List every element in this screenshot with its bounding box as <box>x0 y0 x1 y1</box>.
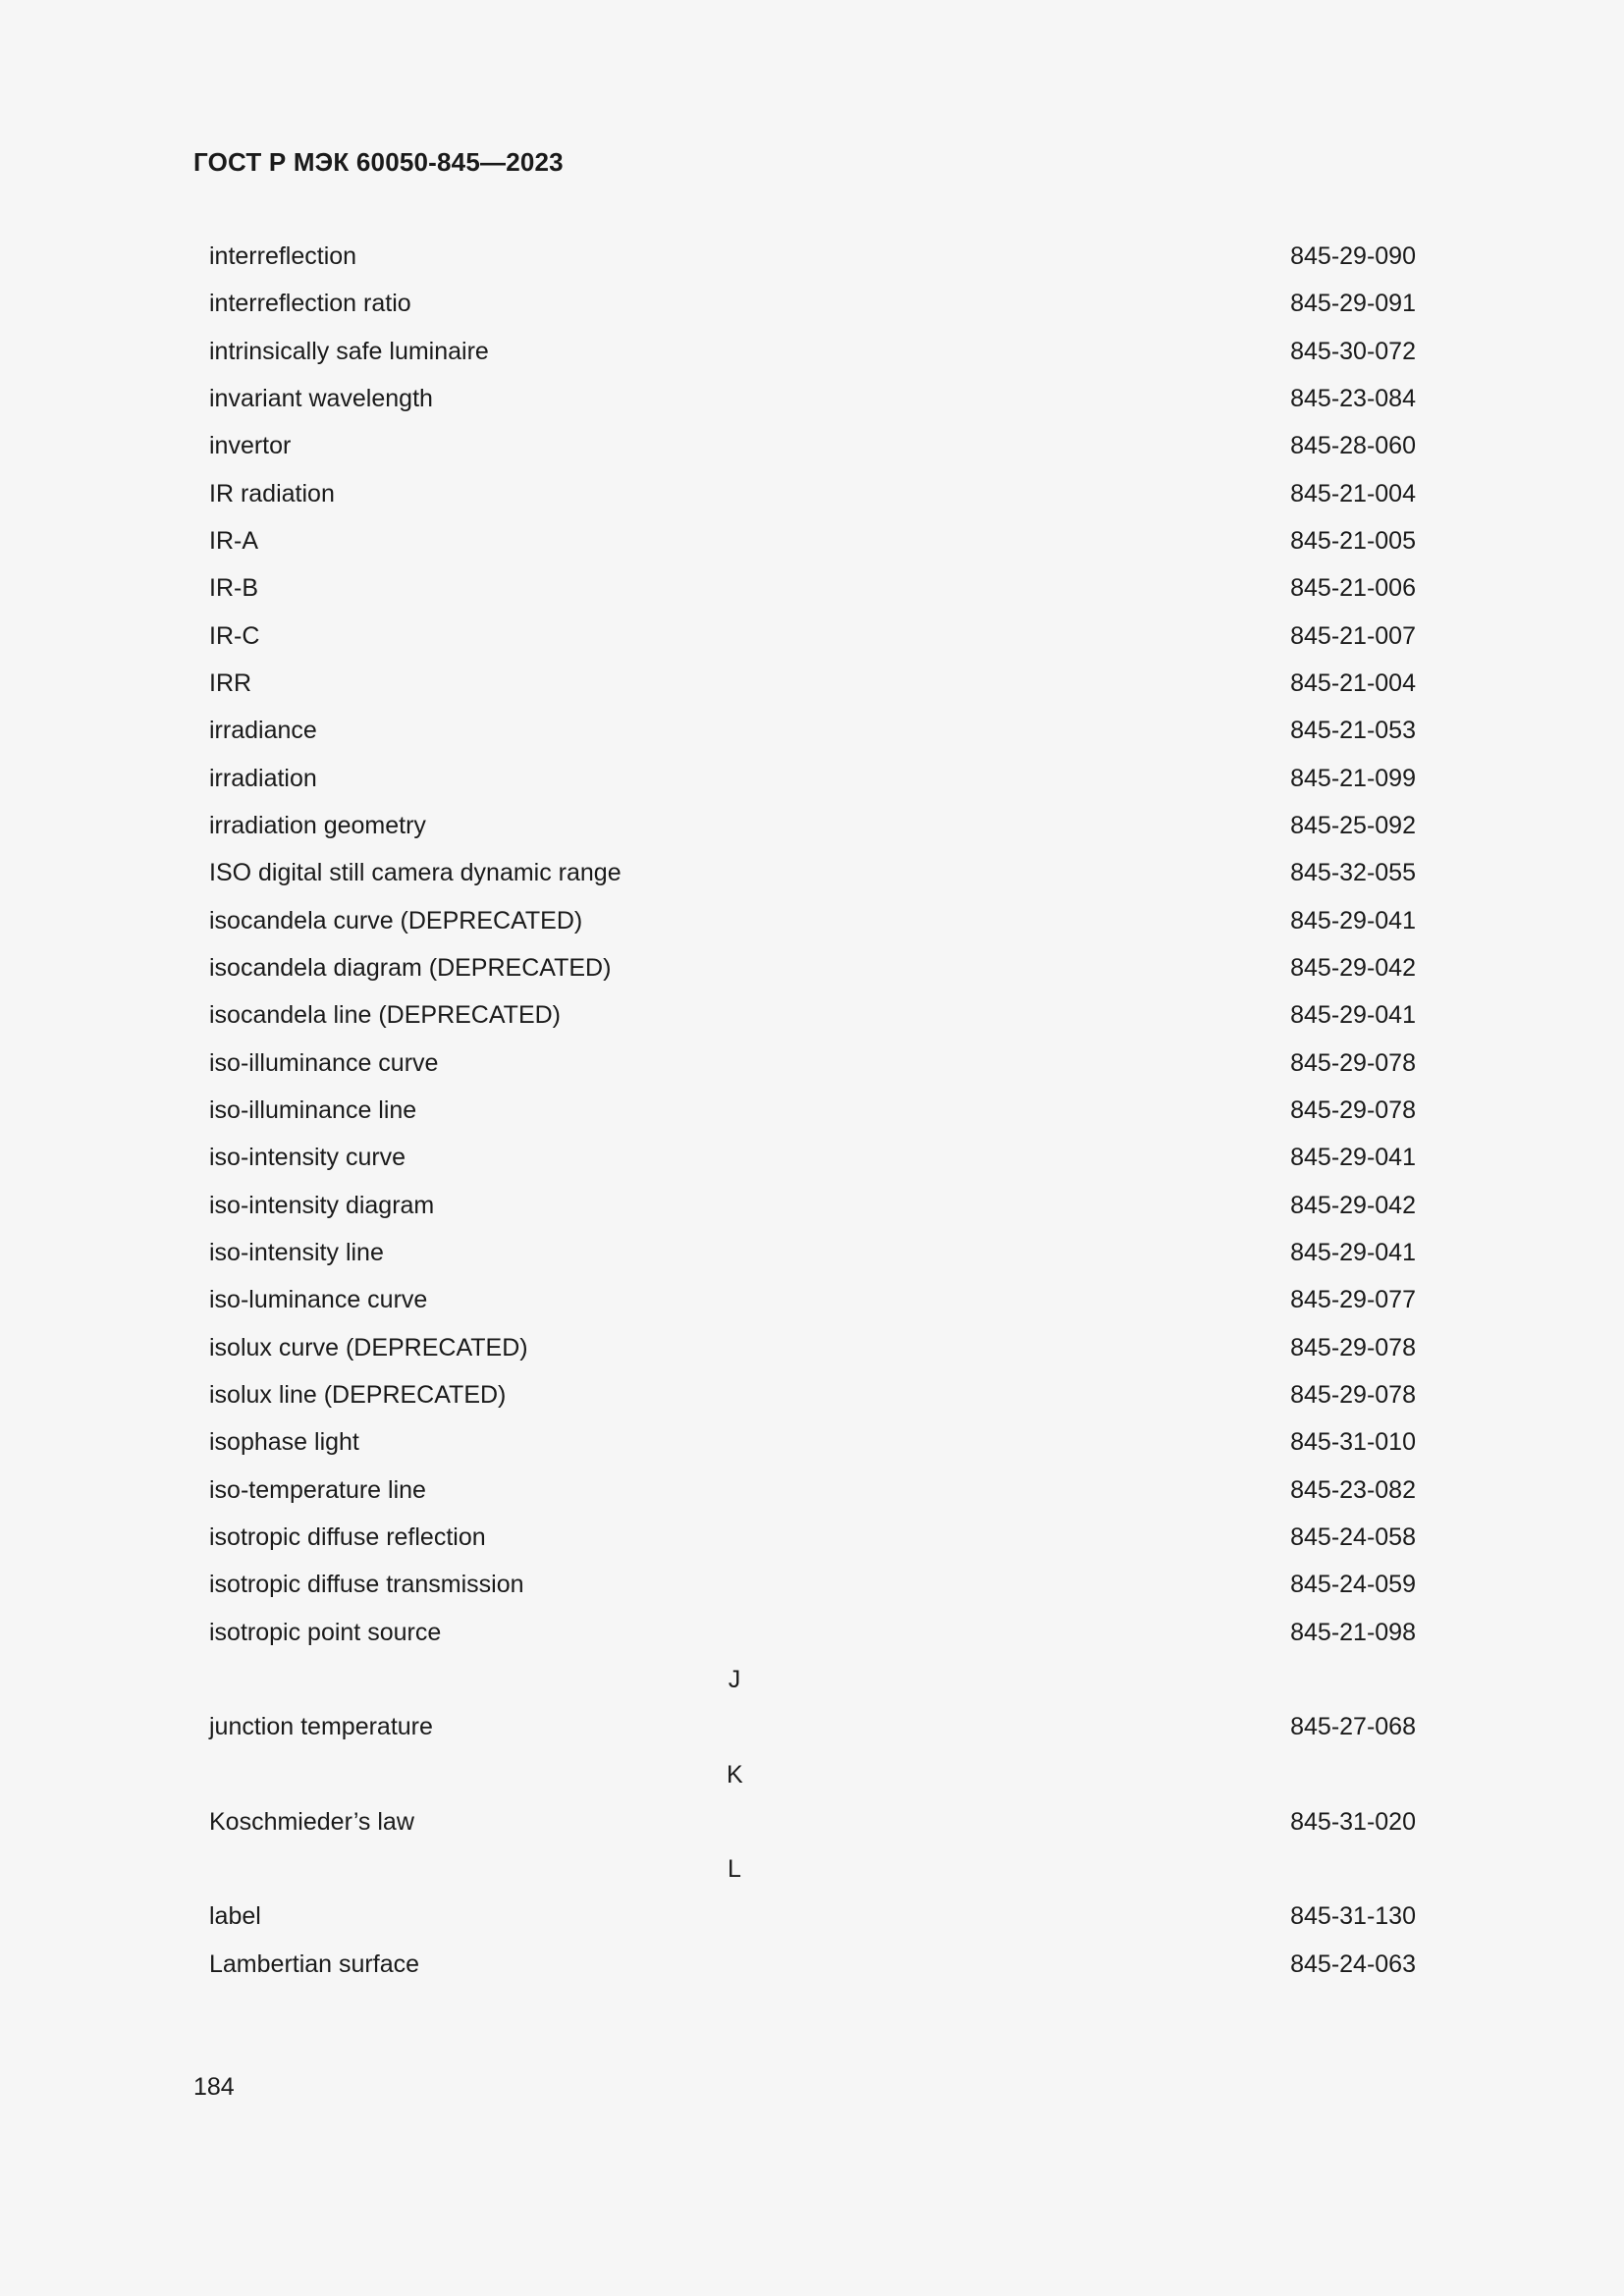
entry-code: 845-31-020 <box>1290 1807 1416 1836</box>
entry-code: 845-32-055 <box>1290 859 1416 887</box>
entry-term: IR radiation <box>209 479 335 507</box>
entry-term: Lambertian surface <box>209 1949 420 1978</box>
entry-term: intrinsically safe luminaire <box>209 337 489 365</box>
index-entry <box>193 1609 1419 1656</box>
index-entry <box>193 233 1419 280</box>
entry-term: iso-illuminance line <box>209 1095 417 1124</box>
entry-term: iso-illuminance curve <box>209 1048 439 1077</box>
index-entry <box>193 328 1419 375</box>
entry-term: label <box>209 1902 261 1931</box>
entry-code: 845-29-041 <box>1290 1144 1416 1172</box>
entry-code: 845-24-059 <box>1290 1571 1416 1599</box>
entry-code: 845-29-041 <box>1290 1238 1416 1266</box>
entry-term: irradiance <box>209 717 317 745</box>
index-entry <box>193 1561 1419 1608</box>
entry-code: 845-23-082 <box>1290 1475 1416 1504</box>
index-entry <box>193 755 1419 802</box>
entry-code: 845-29-042 <box>1290 1191 1416 1219</box>
entry-code: 845-21-006 <box>1290 574 1416 603</box>
entry-term: isocandela line (DEPRECATED) <box>209 1001 561 1030</box>
index-entry <box>193 1941 1419 1988</box>
entry-code: 845-29-077 <box>1290 1286 1416 1314</box>
entry-code: 845-29-041 <box>1290 906 1416 934</box>
entry-term: isotropic point source <box>209 1618 442 1646</box>
entry-code: 845-21-004 <box>1290 668 1416 697</box>
entry-term: IR-A <box>209 526 258 555</box>
entry-code: 845-28-060 <box>1290 432 1416 460</box>
section-letter: J <box>728 1665 741 1693</box>
entry-code: 845-30-072 <box>1290 337 1416 365</box>
index-entry <box>193 1324 1419 1371</box>
index-entry <box>193 991 1419 1039</box>
entry-code: 845-24-058 <box>1290 1522 1416 1551</box>
entry-code: 845-29-078 <box>1290 1095 1416 1124</box>
index-entry <box>193 802 1419 849</box>
entry-term: invertor <box>209 432 292 460</box>
section-letter: K <box>727 1760 743 1789</box>
index-entry <box>193 944 1419 991</box>
index-entry <box>193 660 1419 707</box>
index-entry <box>193 564 1419 612</box>
index-entry <box>193 1514 1419 1561</box>
entry-term: isotropic diffuse transmission <box>209 1571 524 1599</box>
index-entry <box>193 1893 1419 1940</box>
entry-code: 845-29-042 <box>1290 953 1416 982</box>
index-entry <box>193 1798 1419 1845</box>
entry-term: iso-intensity diagram <box>209 1191 435 1219</box>
entry-code: 845-24-063 <box>1290 1949 1416 1978</box>
entry-term: IR-B <box>209 574 258 603</box>
entry-code: 845-21-004 <box>1290 479 1416 507</box>
entry-code: 845-29-091 <box>1290 290 1416 318</box>
entry-code: 845-25-092 <box>1290 811 1416 839</box>
index-entry <box>193 1371 1419 1418</box>
entry-term: irradiation geometry <box>209 811 426 839</box>
section-letter: L <box>728 1855 741 1884</box>
entry-term: isocandela curve (DEPRECATED) <box>209 906 583 934</box>
letter-section-heading <box>193 1751 1419 1798</box>
entry-term: isophase light <box>209 1428 359 1457</box>
entry-term: Koschmieder’s law <box>209 1807 414 1836</box>
entry-term: IRR <box>209 668 252 697</box>
entry-term: isolux line (DEPRECATED) <box>209 1380 507 1409</box>
entry-term: junction temperature <box>209 1713 433 1741</box>
index-entry <box>193 517 1419 564</box>
entry-code: 845-21-053 <box>1290 717 1416 745</box>
index-entry <box>193 1229 1419 1276</box>
entry-code: 845-29-078 <box>1290 1333 1416 1362</box>
index-entry <box>193 613 1419 660</box>
entry-term: IR-C <box>209 621 260 650</box>
index-entry <box>193 470 1419 517</box>
index-entry <box>193 897 1419 944</box>
entry-code: 845-27-068 <box>1290 1713 1416 1741</box>
entry-code: 845-29-041 <box>1290 1001 1416 1030</box>
document-header: ГОСТ Р МЭК 60050-845—2023 <box>193 147 564 177</box>
index-entry <box>193 1276 1419 1323</box>
entry-code: 845-31-010 <box>1290 1428 1416 1457</box>
entry-term: isolux curve (DEPRECATED) <box>209 1333 528 1362</box>
entry-code: 845-21-098 <box>1290 1618 1416 1646</box>
entry-term: iso-temperature line <box>209 1475 426 1504</box>
index-entry <box>193 1040 1419 1087</box>
entry-term: interreflection ratio <box>209 290 411 318</box>
index-list <box>193 233 1419 1988</box>
index-entry <box>193 1418 1419 1466</box>
letter-section-heading <box>193 1656 1419 1703</box>
entry-term: interreflection <box>209 242 357 270</box>
entry-term: isocandela diagram (DEPRECATED) <box>209 953 612 982</box>
entry-term: isotropic diffuse reflection <box>209 1522 486 1551</box>
index-entry <box>193 707 1419 754</box>
entry-term: iso-luminance curve <box>209 1286 428 1314</box>
entry-code: 845-29-078 <box>1290 1048 1416 1077</box>
index-entry <box>193 849 1419 896</box>
index-entry <box>193 1134 1419 1181</box>
entry-code: 845-29-078 <box>1290 1380 1416 1409</box>
entry-term: invariant wavelength <box>209 384 433 412</box>
index-entry <box>193 1467 1419 1514</box>
index-entry <box>193 375 1419 422</box>
entry-code: 845-29-090 <box>1290 242 1416 270</box>
letter-section-heading <box>193 1845 1419 1893</box>
entry-term: iso-intensity line <box>209 1238 384 1266</box>
index-entry <box>193 1182 1419 1229</box>
entry-term: ISO digital still camera dynamic range <box>209 859 622 887</box>
entry-code: 845-23-084 <box>1290 384 1416 412</box>
index-entry <box>193 1703 1419 1750</box>
entry-code: 845-21-007 <box>1290 621 1416 650</box>
entry-code: 845-21-005 <box>1290 526 1416 555</box>
entry-code: 845-31-130 <box>1290 1902 1416 1931</box>
entry-term: iso-intensity curve <box>209 1144 406 1172</box>
page-number: 184 <box>193 2073 235 2101</box>
index-entry <box>193 422 1419 469</box>
index-entry <box>193 280 1419 327</box>
entry-term: irradiation <box>209 764 317 792</box>
entry-code: 845-21-099 <box>1290 764 1416 792</box>
index-entry <box>193 1087 1419 1134</box>
